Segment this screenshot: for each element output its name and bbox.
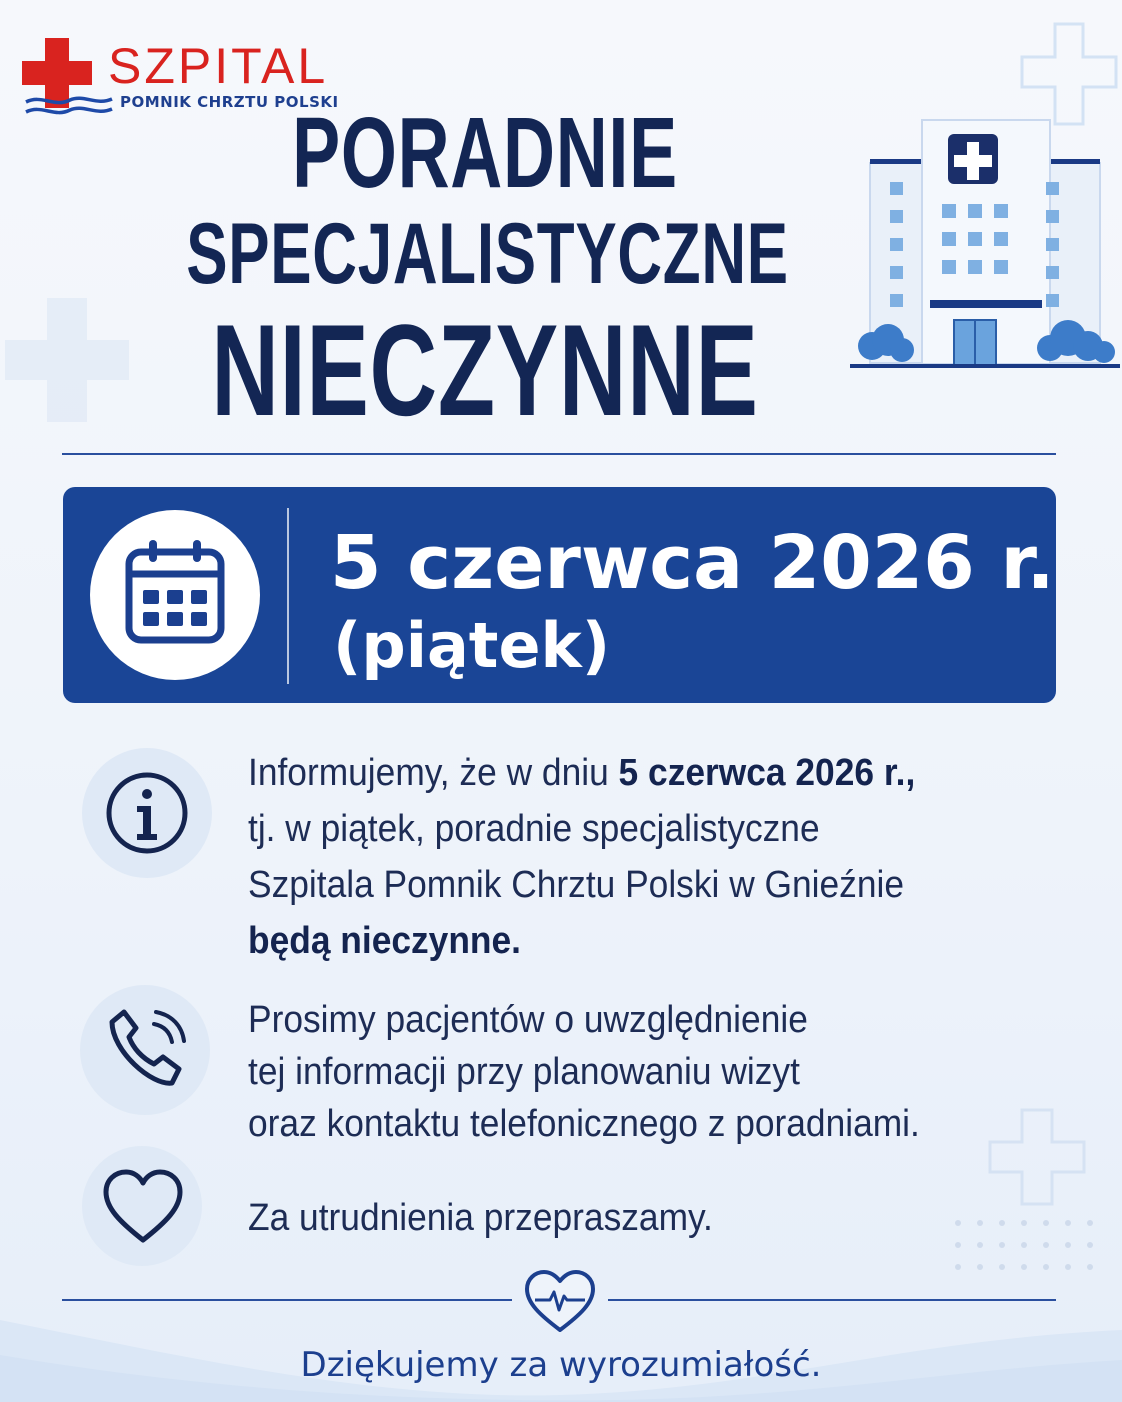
contact-line-3: oraz kontaktu telefonicznego z poradniami. bbox=[248, 1103, 920, 1145]
heading-line-2: SPECJALISTYCZNE bbox=[186, 206, 789, 302]
heading-line-1: PORADNIE bbox=[292, 97, 678, 209]
heartbeat-heart-icon bbox=[523, 1268, 597, 1334]
decorative-dots bbox=[950, 1215, 1100, 1290]
background-cross-icon bbox=[988, 1108, 1086, 1206]
date-main: 5 czerwca 2026 r. bbox=[330, 520, 1055, 606]
calendar-icon bbox=[125, 538, 225, 646]
info-line-1-text: Informujemy, że w dniu bbox=[248, 752, 619, 794]
info-icon bbox=[104, 770, 190, 856]
info-line-2: tj. w piątek, poradnie specjalistyczne bbox=[248, 808, 820, 850]
info-line-1 bbox=[248, 745, 915, 801]
apology-text: Za utrudnienia przepraszamy. bbox=[248, 1197, 713, 1239]
footer-line-right bbox=[608, 1299, 1056, 1301]
info-line-4-bold: będą nieczynne. bbox=[248, 920, 521, 962]
phone-icon bbox=[102, 1006, 188, 1092]
background-cross-icon bbox=[1020, 22, 1118, 126]
date-day: (piątek) bbox=[333, 609, 611, 682]
info-line-4 bbox=[248, 913, 521, 969]
contact-line-1: Prosimy pacjentów o uwzględnienie bbox=[248, 999, 808, 1041]
banner-divider bbox=[287, 508, 289, 684]
info-line-3: Szpitala Pomnik Chrztu Polski w Gnieźnie bbox=[248, 864, 905, 906]
logo-waves-icon bbox=[24, 92, 114, 122]
logo-title: SZPITAL bbox=[108, 38, 329, 94]
background-cross-icon bbox=[5, 298, 129, 422]
heading-divider bbox=[62, 453, 1056, 455]
info-line-1-bold: 5 czerwca 2026 r., bbox=[618, 752, 916, 794]
heading-line-3: NIECZYNNE bbox=[211, 297, 759, 443]
heart-icon bbox=[100, 1164, 186, 1250]
contact-line-2: tej informacji przy planowaniu wizyt bbox=[248, 1051, 800, 1093]
logo-subtitle: POMNIK CHRZTU POLSKI bbox=[120, 93, 339, 111]
footer-thanks: Dziękujemy za wyrozumiałość. bbox=[300, 1345, 822, 1385]
hospital-building-icon bbox=[850, 118, 1120, 378]
footer-line-left bbox=[62, 1299, 512, 1301]
